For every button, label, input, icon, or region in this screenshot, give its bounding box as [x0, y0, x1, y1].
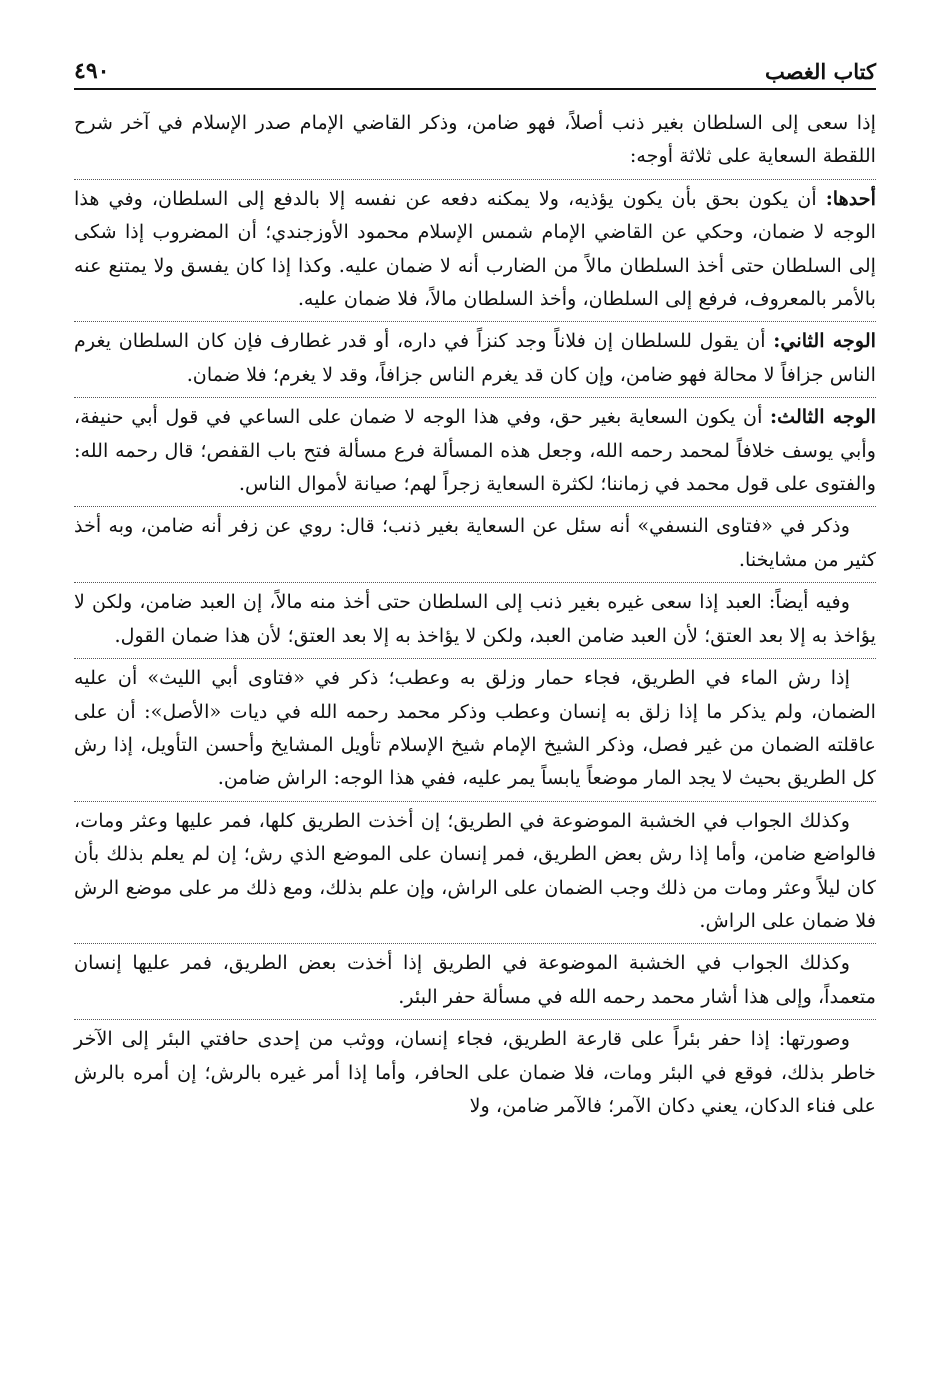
paragraph-6: وفيه أيضاً: العبد إذا سعى غيره بغير ذنب إلى السلطان حتى أخذ منه مالاً، إن العبد ضامن، ولكن لا يؤاخذ به إلا بعد العتق؛ لأن العبد ضامن العبد، ولكن لا يؤاخذ به إلا بعد العتق؛ لأن هذا ضمان القول.	[74, 582, 876, 652]
paragraph-8: وكذلك الجواب في الخشبة الموضوعة في الطريق؛ إن أخذت الطريق كلها، فمر عليها وعثر ومات، فالواضع ضامن، وأما إذا رش بعض الطريق، فمر إنسان على الموضع الذي رش؛ إن لم يعلم بذلك بأن كان ليلاً وعثر ومات من ذلك وجب الضمان على الراش، وإن علم بذلك، ومع ذلك مر على موضع الرش فلا ضمان على الراش.	[74, 801, 876, 938]
page-number: ٤٩٠	[74, 58, 110, 84]
paragraph-7: إذا رش الماء في الطريق، فجاء حمار وزلق به وعطب؛ ذكر في «فتاوى أبي الليث» أن عليه الضمان، ولم يذكر ما إذا زلق به إنسان وعطب وذكر محمد رحمه الله في ديات «الأصل»: أن على عاقلته الضمان من غير فصل، وذكر الشيخ الإمام شيخ الإسلام تأويل المشايخ وأحسن التأويل، إذا رش كل الطريق بحيث لا يجد المار موضعاً يابساً يمر عليه، ففي هذا الوجه: الراش ضامن.	[74, 658, 876, 795]
section-heading-second: الوجه الثاني:	[773, 329, 876, 353]
section-heading-third: الوجه الثالث:	[770, 405, 876, 429]
page-header	[74, 44, 876, 90]
paragraph-2: أحدها: أن يكون بحق بأن يكون يؤذيه، ولا يمكنه دفعه عن نفسه إلا بالدفع إلى السلطان، وفي هذا الوجه لا ضمان، وحكي عن القاضي الإمام شمس الإسلام محمود الأوزجندي؛ أن المضروب إذا شكى إلى السلطان حتى أخذ السلطان مالاً من الضارب أنه لا ضمان عليه. وكذا إذا كان يفسق ولا يمتنع عنه بالأمر بالمعروف، فرفع إلى السلطان، وأخذ السلطان مالاً، فلا ضمان عليه.	[74, 179, 876, 316]
book-title: كتاب الغصب	[764, 59, 876, 84]
paragraph-5: وذكر في «فتاوى النسفي» أنه سئل عن السعاية بغير ذنب؛ قال: روي عن زفر أنه ضامن، وبه أخذ كثير من مشايخنا.	[74, 506, 876, 576]
paragraph-3: الوجه الثاني: أن يقول للسلطان إن فلاناً وجد كنزاً في داره، أو قدر غطارف فإن كان السلطان يغرم الناس جزافاً لا محالة فهو ضامن، وإن كان قد يغرم الناس جزافاً، وقد لا يغرم؛ فلا ضمان.	[74, 321, 876, 391]
paragraph-9: وكذلك الجواب في الخشبة الموضوعة في الطريق إذا أخذت بعض الطريق، فمر عليها إنسان متعمداً، وإلى هذا أشار محمد رحمه الله في مسألة حفر البئر.	[74, 943, 876, 1013]
document-page	[74, 44, 876, 1128]
page-body	[74, 104, 876, 1122]
section-heading-first: أحدها:	[825, 186, 876, 210]
paragraph-1: إذا سعى إلى السلطان بغير ذنب أصلاً، فهو ضامن، وذكر القاضي الإمام صدر الإسلام في آخر شرح اللقطة السعاية على ثلاثة أوجه:	[74, 111, 876, 168]
paragraph-4: الوجه الثالث: أن يكون السعاية بغير حق، وفي هذا الوجه لا ضمان على الساعي في قول أبي حنيفة، وأبي يوسف خلافاً لمحمد رحمه الله، وجعل هذه المسألة فرع مسألة فتح باب القفص؛ قال رحمه الله: والفتوى على قول محمد في زماننا؛ لكثرة السعاية زجراً لهم؛ صيانة لأموال الناس.	[74, 397, 876, 500]
paragraph-10: وصورتها: إذا حفر بئراً على قارعة الطريق، فجاء إنسان، ووثب من إحدى حافتي البئر إلى الآخر خاطر بذلك، فوقع في البئر ومات، فلا ضمان على الحافر، وأما إذا أمر غيره بالرش؛ إن أمره بالرش على فناء الدكان، يعني دكان الآمر؛ فالآمر ضامن، ولا	[74, 1019, 876, 1122]
